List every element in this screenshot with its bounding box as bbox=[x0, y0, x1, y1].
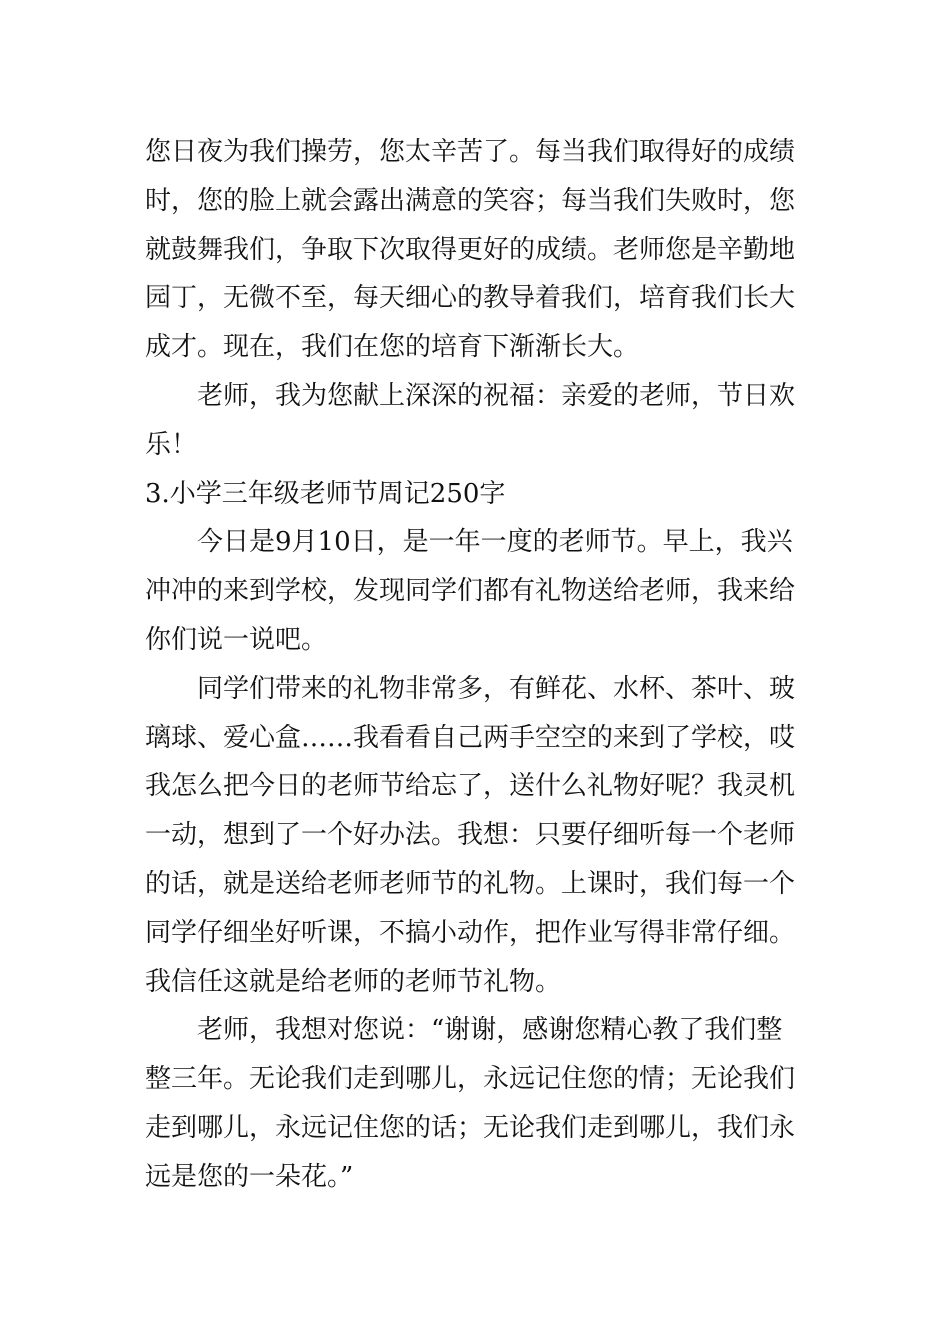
text-line: 就鼓舞我们，争取下次取得更好的成绩。老师您是辛勤地 bbox=[145, 234, 796, 265]
text-line: 园丁，无微不至，每天细心的教导着我们，培育我们长大 bbox=[145, 283, 796, 314]
text-line: 冲冲的来到学校，发现同学们都有礼物送给老师，我来给 bbox=[145, 576, 796, 607]
text-line: 同学仔细坐好听课，不搞小动作，把作业写得非常仔细。 bbox=[145, 917, 796, 948]
text-line: 同学们带来的礼物非常多，有鲜花、水杯、茶叶、玻 bbox=[145, 673, 796, 704]
text-line: 时，您的脸上就会露出满意的笑容；每当我们失败时，您 bbox=[145, 185, 796, 216]
text-line: 远是您的一朵花。” bbox=[145, 1161, 354, 1192]
text-line: 乐！ bbox=[145, 429, 198, 460]
text-line: 你们说一说吧。 bbox=[145, 624, 328, 655]
text-line: 璃球、爱心盒……我看看自己两手空空的来到了学校，哎 bbox=[145, 722, 796, 753]
text-line: 一动，想到了一个好办法。我想：只要仔细听每一个老师 bbox=[145, 820, 796, 851]
text-line: 我信任这就是给老师的老师节礼物。 bbox=[145, 966, 562, 997]
text-line: 走到哪儿，永远记住您的话；无论我们走到哪儿，我们永 bbox=[145, 1112, 796, 1143]
document-body bbox=[145, 128, 810, 1202]
text-line: 您日夜为我们操劳，您太辛苦了。每当我们取得好的成绩 bbox=[145, 137, 796, 167]
text-line: 老师，我为您献上深深的祝福：亲爱的老师，节日欢 bbox=[145, 380, 796, 411]
text-line: 老师，我想对您说：“谢谢，感谢您精心教了我们整 bbox=[145, 1015, 783, 1046]
text-line: 我怎么把今日的老师节给忘了，送什么礼物好呢？我灵机 bbox=[145, 771, 796, 802]
text-line: 成才。现在，我们在您的培育下渐渐长大。 bbox=[145, 332, 640, 363]
text-line: 今日是9月10日，是一年一度的老师节。早上，我兴 bbox=[145, 527, 793, 558]
text-line: 的话，就是送给老师老师节的礼物。上课时，我们每一个 bbox=[145, 868, 796, 899]
section-heading: 3.小学三年级老师节周记250字 bbox=[145, 478, 506, 509]
text-line: 整三年。无论我们走到哪儿，永远记住您的情；无论我们 bbox=[145, 1064, 796, 1095]
